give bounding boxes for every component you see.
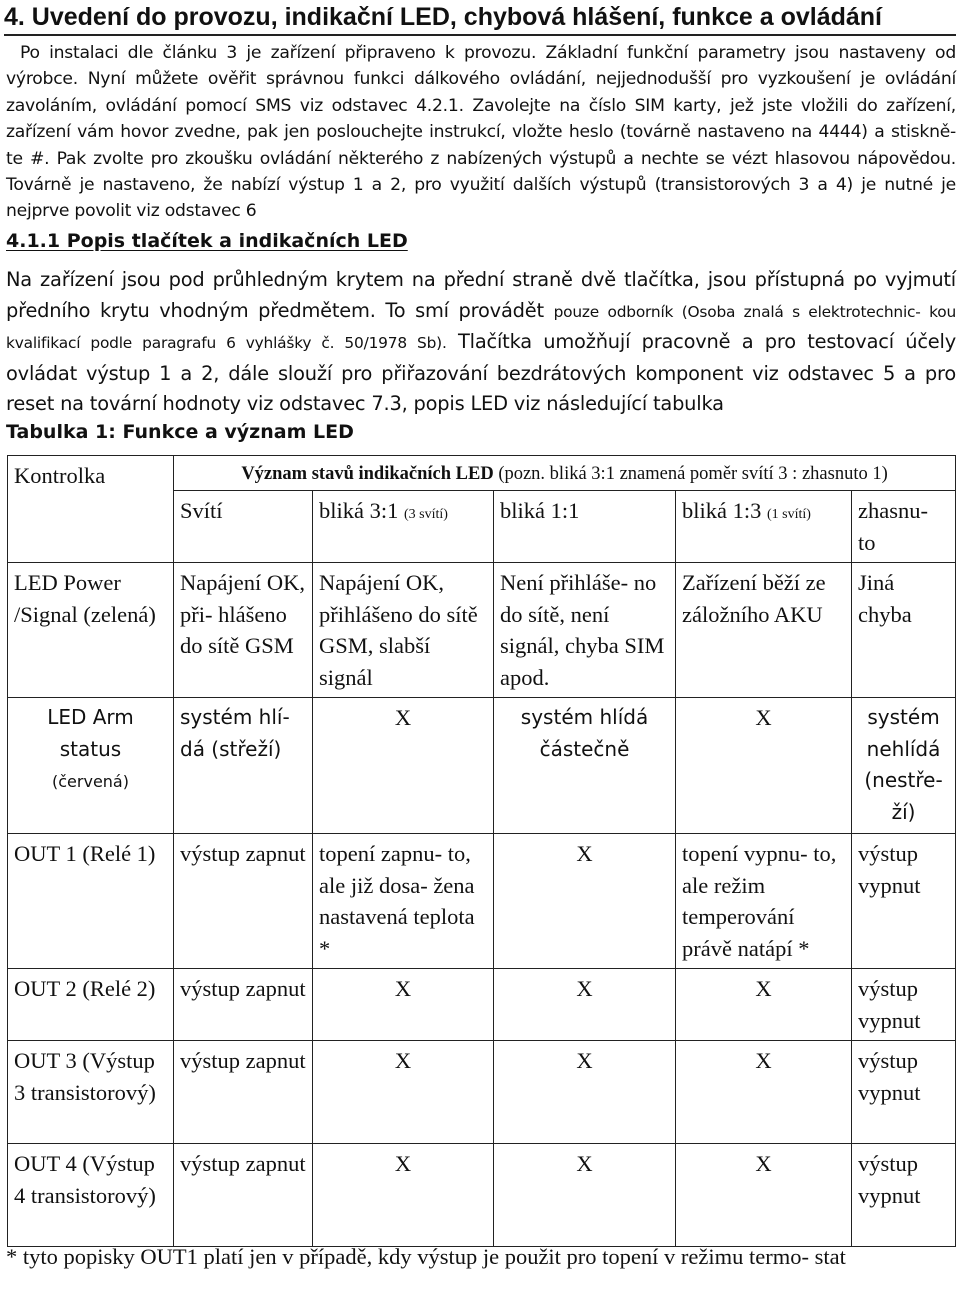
cell-out3-3-1: X — [313, 1041, 494, 1144]
table-caption: Tabulka 1: Funkce a význam LED — [6, 421, 354, 443]
cell-led-power-1-3: Zařízení běží ze záložního AKU — [676, 563, 852, 698]
row-label-out4: OUT 4 (Výstup 4 transistorový) — [8, 1144, 174, 1247]
cell-led-arm-off: systém nehlídá (nestře- ží) — [852, 698, 956, 834]
cell-out3-1-1: X — [494, 1041, 676, 1144]
state-zhasnuto: zhasnu- to — [852, 491, 956, 563]
cell-out4-3-1: X — [313, 1144, 494, 1247]
section-paragraph — [6, 265, 956, 420]
footnote: * tyto popisky OUT1 platí jen v případě, kdy výstup je použit pro topení v režimu termo- stat — [6, 1244, 846, 1269]
cell-led-arm-1-1: systém hlídá částečně — [494, 698, 676, 834]
table-header-row — [8, 456, 956, 491]
section-text-b: pouze odborník (Osoba znalá s elektrotechnic- kou kvalifikací podle paragrafu 6 vyhlášky č. 50/1978 Sb). — [6, 302, 957, 352]
table-row — [8, 969, 956, 1041]
cell-led-power-sviti: Napájení OK, při- hlášeno do sítě GSM — [174, 563, 313, 698]
state-blika-3-1 — [313, 491, 494, 563]
table-row — [8, 834, 956, 969]
row-label-led-power: LED Power /Signal (zelená) — [8, 563, 174, 698]
table-row — [8, 1041, 956, 1144]
table-row — [8, 698, 956, 834]
cell-out3-off: výstup vypnut — [852, 1041, 956, 1144]
cell-out2-1-3: X — [676, 969, 852, 1041]
state-blika-1-3 — [676, 491, 852, 563]
cell-out1-sviti: výstup zapnut — [174, 834, 313, 969]
row-label-led-arm-text: LED Arm status — [47, 705, 134, 761]
cell-led-power-off: Jiná chyba — [852, 563, 956, 698]
legend-title: Význam stavů indikačních LED — [241, 464, 494, 484]
cell-out3-1-3: X — [676, 1041, 852, 1144]
intro-sentence-1: Po instalaci dle článku 3 je zařízení připraveno k provozu. Základní funkční parametry jsou nastaveny od výrobce. Nyní můžete ověřit správnou funkci dálkového ovládání, nejjednodušší pro vyzkoušení je ovládání zavoláním, ovládání pomocí SMS viz odstavec 4.2.1. — [6, 43, 956, 116]
cell-out4-sviti: výstup zapnut — [174, 1144, 313, 1247]
cell-out1-1-1: X — [494, 834, 676, 969]
cell-out3-sviti: výstup zapnut — [174, 1041, 313, 1144]
cell-out1-off: výstup vypnut — [852, 834, 956, 969]
page-heading: 4. Uvedení do provozu, indikační LED, chybová hlášení, funkce a ovládání — [4, 2, 956, 36]
state-blika-1-1: bliká 1:1 — [494, 491, 676, 563]
state-blika-3-1-label: bliká 3:1 — [319, 498, 399, 523]
cell-led-arm-3-1: X — [313, 698, 494, 834]
row-label-out3: OUT 3 (Výstup 3 transistorový) — [8, 1041, 174, 1144]
table-row — [8, 563, 956, 698]
row-label-led-arm — [8, 698, 174, 834]
section-text-c: Tlačítka umožňují pracovně a pro testovací účely ovládat výstup 1 a 2, dále slouží pro přiřazování bezdrátových komponent viz odstavec 5 a pro reset na tovární hodnoty viz odstavec 7.3, popis LED viz následující tabulka — [6, 330, 956, 415]
cell-out4-1-3: X — [676, 1144, 852, 1247]
cell-out1-3-1: topení zapnu- to, ale již dosa- žena nastavená teplota * — [313, 834, 494, 969]
table-row — [8, 1144, 956, 1247]
cell-out2-1-1: X — [494, 969, 676, 1041]
state-blika-1-3-label: bliká 1:3 — [682, 498, 762, 523]
state-blika-3-1-note: (3 svítí) — [404, 507, 448, 522]
cell-led-arm-1-3: X — [676, 698, 852, 834]
header-kontrolka: Kontrolka — [8, 456, 174, 563]
legend-note: (pozn. bliká 3:1 znamená poměr svítí 3 : zhasnuto 1) — [498, 464, 888, 484]
cell-led-arm-sviti: systém hlí- dá (střeží) — [174, 698, 313, 834]
header-legend — [174, 456, 956, 491]
intro-sentence-2: Zavolejte na číslo SIM karty, jež jste vložili do zařízení, zařízení vám hovor zvedne, pak jen poslouchejte instrukcí, vložte heslo (továrně nastaveno na 4444) a stiskně- te #. Pak zvolte pro zkoušku ovládání některého z nabízených výstupů a nechte se vézt hlasovou nápovědou. Továrně je nastaveno, že nabízí výstup 1 a 2, pro využití dalších výstupů (transistorových 3 a 4) je nutné je nejprve povolit viz odstavec 6 — [6, 95, 956, 222]
led-table — [7, 455, 956, 1247]
row-label-out1: OUT 1 (Relé 1) — [8, 834, 174, 969]
cell-out2-sviti: výstup zapnut — [174, 969, 313, 1041]
state-blika-1-3-note: (1 svítí) — [767, 507, 811, 522]
state-sviti: Svítí — [174, 491, 313, 563]
cell-led-power-3-1: Napájení OK, přihlášeno do sítě GSM, slabší signál — [313, 563, 494, 698]
cell-out2-3-1: X — [313, 969, 494, 1041]
intro-paragraph — [6, 40, 956, 225]
cell-out2-off: výstup vypnut — [852, 969, 956, 1041]
section-text-a: Na zařízení jsou pod průhledným krytem na přední straně dvě tlačítka, jsou přístupná po vyjmutí předního krytu vhodným předmětem. To smí provádět — [6, 268, 956, 322]
cell-led-power-1-1: Není přihláše- no do sítě, není signál, chyba SIM apod. — [494, 563, 676, 698]
cell-out1-1-3: topení vypnu- to, ale režim temperování právě natápí * — [676, 834, 852, 969]
row-label-led-arm-note: (červená) — [52, 772, 129, 791]
row-label-out2: OUT 2 (Relé 2) — [8, 969, 174, 1041]
cell-out4-1-1: X — [494, 1144, 676, 1247]
cell-out4-off: výstup vypnut — [852, 1144, 956, 1247]
section-title: 4.1.1 Popis tlačítek a indikačních LED — [6, 230, 408, 252]
